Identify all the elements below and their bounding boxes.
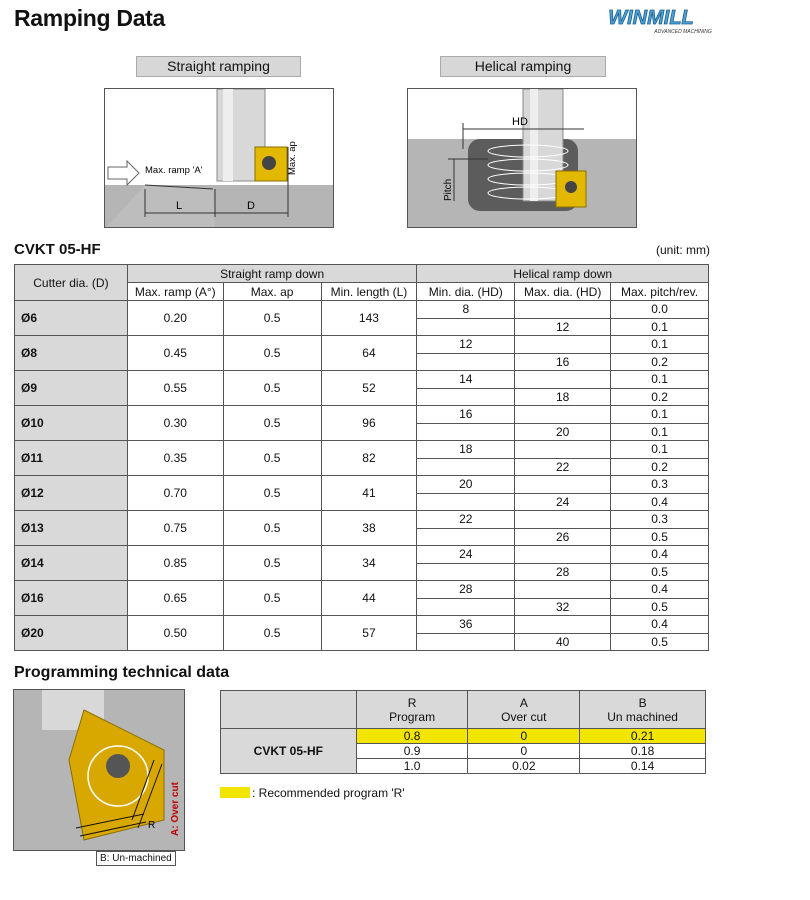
cell-max-hd: 28 [515, 563, 611, 581]
cell-pitch-max: 0.2 [611, 458, 709, 476]
programming-table [220, 690, 706, 774]
programming-diagram [13, 689, 185, 851]
insert-screw [106, 754, 130, 778]
cell-min-length: 52 [321, 371, 417, 406]
cell-pitch-min: 0.4 [611, 546, 709, 564]
cell-empty [515, 511, 611, 529]
cell-pitch-min: 0.4 [611, 616, 709, 634]
legend-text: : Recommended program 'R' [252, 786, 405, 800]
cell-cutter-dia: Ø13 [15, 511, 128, 546]
HD-label: HD [512, 116, 528, 128]
cell-empty [515, 546, 611, 564]
cell-max-ap: 0.5 [223, 616, 321, 651]
cell-pitch-max: 0.2 [611, 353, 709, 371]
R-label: R [148, 820, 156, 831]
cell-min-hd: 18 [417, 441, 515, 459]
cell-pitch-max: 0.5 [611, 633, 709, 651]
cell-max-ap: 0.5 [223, 371, 321, 406]
cell-empty [417, 633, 515, 651]
cell-b: 0.14 [580, 759, 706, 774]
logo-text: WINMILL [608, 7, 694, 29]
cell-cutter-dia: Ø9 [15, 371, 128, 406]
cell-pitch-min: 0.1 [611, 406, 709, 424]
header-max-pitch: Max. pitch/rev. [611, 283, 709, 301]
cell-max-ap: 0.5 [223, 301, 321, 336]
cell-max-ap: 0.5 [223, 581, 321, 616]
cell-min-hd: 24 [417, 546, 515, 564]
cell-a: 0.02 [468, 759, 580, 774]
cell-empty [515, 476, 611, 494]
header-B: B Un machined [580, 691, 706, 729]
max-ramp-label: Max. ramp 'A' [145, 165, 203, 176]
cell-min-hd: 16 [417, 406, 515, 424]
cell-pitch-min: 0.1 [611, 336, 709, 354]
header-max-dia: Max. dia. (HD) [515, 283, 611, 301]
cell-cutter-dia: Ø20 [15, 616, 128, 651]
cell-b: 0.18 [580, 744, 706, 759]
cell-cutter-dia: Ø11 [15, 441, 128, 476]
insert-screw [262, 156, 276, 170]
cell-empty [417, 493, 515, 511]
over-cut-label: A: Over cut [170, 782, 181, 836]
table-row [15, 581, 709, 599]
table-row [221, 729, 706, 744]
cell-pitch-min: 0.3 [611, 511, 709, 529]
cell-empty [515, 336, 611, 354]
cell-max-ramp: 0.50 [127, 616, 223, 651]
cell-r: 0.9 [356, 744, 468, 759]
cell-max-hd: 16 [515, 353, 611, 371]
table-row [15, 546, 709, 564]
programming-title: Programming technical data [14, 664, 230, 681]
insert-screw [565, 181, 577, 193]
cell-a: 0 [468, 744, 580, 759]
cell-max-hd: 12 [515, 318, 611, 336]
cell-cutter-dia: Ø6 [15, 301, 128, 336]
straight-ramping-caption: Straight ramping [136, 56, 301, 77]
cell-max-ramp: 0.20 [127, 301, 223, 336]
cell-max-ap: 0.5 [223, 476, 321, 511]
legend-swatch [220, 787, 250, 798]
header-max-ramp: Max. ramp (A°) [127, 283, 223, 301]
helical-ramping-caption: Helical ramping [440, 56, 606, 77]
cell-cutter-dia: Ø8 [15, 336, 128, 371]
row-label: CVKT 05-HF [221, 729, 357, 774]
cell-max-ap: 0.5 [223, 406, 321, 441]
cell-empty [417, 598, 515, 616]
cell-min-length: 96 [321, 406, 417, 441]
logo-tagline: ADVANCED MACHINING [654, 29, 712, 35]
straight-ramping-diagram [104, 88, 334, 228]
cell-min-length: 82 [321, 441, 417, 476]
cell-r: 0.8 [356, 729, 468, 744]
table-row [15, 406, 709, 424]
cell-pitch-max: 0.5 [611, 563, 709, 581]
cell-cutter-dia: Ø14 [15, 546, 128, 581]
cell-max-ramp: 0.55 [127, 371, 223, 406]
cell-empty [515, 406, 611, 424]
cell-max-hd: 24 [515, 493, 611, 511]
cell-empty [417, 353, 515, 371]
header-max-ap: Max. ap [223, 283, 321, 301]
cell-empty [417, 423, 515, 441]
cell-cutter-dia: Ø10 [15, 406, 128, 441]
cell-pitch-max: 0.5 [611, 598, 709, 616]
cell-max-hd: 18 [515, 388, 611, 406]
cell-max-hd: 26 [515, 528, 611, 546]
cell-cutter-dia: Ø12 [15, 476, 128, 511]
cell-max-ap: 0.5 [223, 336, 321, 371]
cell-pitch-min: 0.3 [611, 476, 709, 494]
ramp-table-title: CVKT 05-HF [14, 241, 101, 258]
cell-min-length: 64 [321, 336, 417, 371]
ramping-data-table [14, 264, 709, 651]
cell-max-hd: 22 [515, 458, 611, 476]
cell-max-ramp: 0.45 [127, 336, 223, 371]
cell-min-length: 44 [321, 581, 417, 616]
un-machined-label: B: Un-machined [96, 851, 176, 866]
cell-empty [417, 528, 515, 546]
header-min-length: Min. length (L) [321, 283, 417, 301]
cell-min-length: 143 [321, 301, 417, 336]
cell-empty [515, 616, 611, 634]
header-min-dia: Min. dia. (HD) [417, 283, 515, 301]
header-A: A Over cut [468, 691, 580, 729]
cell-max-ramp: 0.30 [127, 406, 223, 441]
cell-min-hd: 28 [417, 581, 515, 599]
header-cutter-dia: Cutter dia. (D) [15, 265, 128, 301]
cell-pitch-max: 0.1 [611, 318, 709, 336]
winmill-logo [585, 5, 717, 35]
table-row [15, 476, 709, 494]
page-title: Ramping Data [14, 5, 166, 31]
header-blank [221, 691, 357, 729]
cell-max-ramp: 0.65 [127, 581, 223, 616]
cell-empty [417, 318, 515, 336]
header-helical-ramp: Helical ramp down [417, 265, 709, 283]
cell-pitch-min: 0.1 [611, 441, 709, 459]
cell-pitch-max: 0.4 [611, 493, 709, 511]
cell-b: 0.21 [580, 729, 706, 744]
cell-max-ramp: 0.35 [127, 441, 223, 476]
feed-arrow-icon [108, 161, 139, 185]
cell-empty [515, 371, 611, 389]
cell-pitch-min: 0.4 [611, 581, 709, 599]
cell-min-hd: 12 [417, 336, 515, 354]
cell-max-ramp: 0.75 [127, 511, 223, 546]
table-row [15, 371, 709, 389]
cell-min-length: 41 [321, 476, 417, 511]
cell-min-hd: 14 [417, 371, 515, 389]
cell-r: 1.0 [356, 759, 468, 774]
cell-min-length: 38 [321, 511, 417, 546]
table-row [15, 616, 709, 634]
table-row [15, 441, 709, 459]
cell-min-hd: 20 [417, 476, 515, 494]
header-R: R Program [356, 691, 468, 729]
cell-pitch-max: 0.2 [611, 388, 709, 406]
cell-min-length: 34 [321, 546, 417, 581]
cell-min-hd: 36 [417, 616, 515, 634]
cell-max-ap: 0.5 [223, 546, 321, 581]
cell-max-ap: 0.5 [223, 511, 321, 546]
cell-min-hd: 8 [417, 301, 515, 319]
cell-min-length: 57 [321, 616, 417, 651]
cell-empty [417, 563, 515, 581]
ramping-table-body [15, 301, 709, 651]
cell-max-hd: 20 [515, 423, 611, 441]
cell-max-hd: 40 [515, 633, 611, 651]
diameter-D-label: D [247, 200, 255, 212]
cell-max-ramp: 0.85 [127, 546, 223, 581]
cell-max-ramp: 0.70 [127, 476, 223, 511]
cell-max-ap: 0.5 [223, 441, 321, 476]
cell-empty [515, 581, 611, 599]
length-L-label: L [176, 200, 183, 212]
cell-pitch-max: 0.1 [611, 423, 709, 441]
max-ap-label: Max. ap [287, 141, 298, 175]
cell-pitch-min: 0.0 [611, 301, 709, 319]
legend [220, 786, 405, 800]
table-row [15, 336, 709, 354]
cell-empty [515, 301, 611, 319]
cell-max-hd: 32 [515, 598, 611, 616]
cell-a: 0 [468, 729, 580, 744]
unit-label: (unit: mm) [656, 243, 710, 257]
cell-pitch-max: 0.5 [611, 528, 709, 546]
cell-empty [417, 388, 515, 406]
table-row [15, 511, 709, 529]
cell-cutter-dia: Ø16 [15, 581, 128, 616]
pitch-label: Pitch [443, 178, 454, 201]
header-straight-ramp: Straight ramp down [127, 265, 417, 283]
helical-ramping-diagram [407, 88, 637, 228]
cell-empty [515, 441, 611, 459]
cell-empty [417, 458, 515, 476]
table-row [15, 301, 709, 319]
cell-min-hd: 22 [417, 511, 515, 529]
cell-pitch-min: 0.1 [611, 371, 709, 389]
